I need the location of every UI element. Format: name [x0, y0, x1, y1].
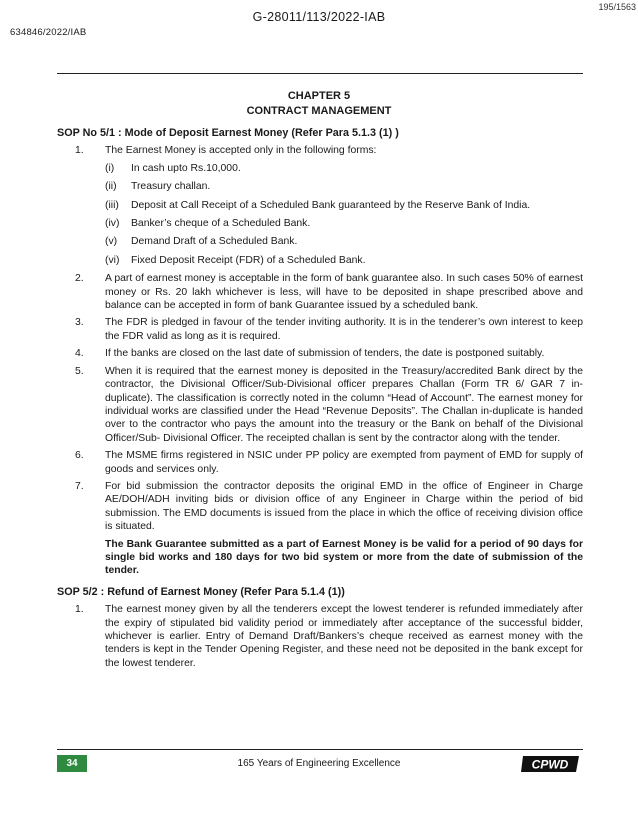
chapter-number: CHAPTER 5	[287, 90, 351, 102]
header-divider	[57, 73, 583, 74]
bank-guarantee-note: The Bank Guarantee submitted as a part of Earnest Money is be valid for a period of 90 days for single bid works and 180 days for two bid system or more from the date of submission of the tender.	[105, 538, 583, 577]
item-text: If the banks are closed on the last date of submission of tenders, the date is postponed suitably.	[105, 348, 545, 360]
section-title: SOP 5/2 : Refund of Earnest Money (Refer Para 5.1.4 (1))	[57, 585, 345, 598]
list-item	[57, 272, 583, 312]
item-text: When it is required that the earnest money is deposited in the Treasury/accredited Bank direct by the contractor, the Divisional Officer/Sub-Divisional officer prepares Challan (Form TR 6/ GAR 7 in-duplicate). The classification is correctly noted in the column “Head of Account”. The earnest money for individual works are classified under the Head “Revenue Deposits”. The Challan in-duplicate is handed over to the contractor who pays the amount into the treasury or the Bank on behalf of the Divisional Officer/Sub- Divisional Officer. The receipted challan is sent by the contractor along with the tender.	[105, 365, 583, 444]
sub-item-text: Banker’s cheque of a Scheduled Bank.	[131, 218, 311, 230]
sub-item	[105, 254, 583, 267]
sub-item-numeral: (ii)	[105, 181, 117, 193]
sub-item-numeral: (iv)	[105, 218, 120, 230]
sub-item-numeral: (i)	[105, 162, 115, 174]
item-number: 7.	[75, 480, 84, 492]
sub-item-text: Demand Draft of a Scheduled Bank.	[131, 236, 298, 248]
list-item	[57, 144, 583, 157]
item-number: 6.	[75, 450, 84, 462]
item-number: 5.	[75, 365, 84, 377]
list-item	[57, 480, 583, 534]
item-text: The Earnest Money is accepted only in the following forms:	[105, 145, 377, 157]
item-text: The earnest money given by all the tenderers except the lowest tenderer is refunded immediately after the expiry of stipulated bid validity period or immediately after acceptance of the successful bidder, whichever is earlier. Entry of Demand Draft/Bankers’s cheque received as earnest money with the tenders is kept in the Tender Opening Register, and these need not be deposited in the bank except for the lowest tenderer.	[105, 604, 583, 669]
footer-tagline: 165 Years of Engineering Excellence	[237, 758, 401, 769]
sub-item-numeral: (iii)	[105, 199, 119, 211]
page-counter: 195/1563	[598, 2, 636, 12]
list-item	[57, 347, 583, 360]
logo-text: CPWD	[531, 757, 569, 772]
item-number: 3.	[75, 317, 84, 329]
document-code: G-28011/113/2022-IAB	[252, 10, 386, 24]
sub-item	[105, 217, 583, 230]
item-number: 4.	[75, 348, 84, 360]
page-content	[57, 123, 583, 674]
list-item	[57, 603, 583, 670]
sub-item-text: Fixed Deposit Receipt (FDR) of a Scheduled Bank.	[131, 254, 366, 266]
file-reference: 634846/2022/IAB	[10, 27, 87, 38]
sub-item-text: Deposit at Call Receipt of a Scheduled Bank guaranteed by the Reserve Bank of India.	[131, 199, 531, 211]
sub-item	[105, 235, 583, 248]
list-item	[57, 449, 583, 476]
sub-list	[105, 162, 583, 267]
cpwd-logo-icon	[520, 754, 582, 774]
item-number: 2.	[75, 273, 84, 285]
page-number-badge: 34	[57, 755, 87, 772]
sub-item-text: Treasury challan.	[131, 181, 211, 193]
list-item	[57, 316, 583, 343]
list-item	[57, 365, 583, 445]
footer-divider	[57, 749, 583, 750]
sub-item-numeral: (vi)	[105, 254, 120, 266]
sub-item-numeral: (v)	[105, 236, 118, 248]
item-text: A part of earnest money is acceptable in the form of bank guarantee also. In such cases 50% of earnest money or Rs. 20 lakh whichever is less, will have to be deposited in shape prescribed above and balance can be accepted in form of bank Guarantee issued by a scheduled bank.	[105, 273, 583, 312]
item-number: 1.	[75, 604, 84, 616]
item-number: 1.	[75, 145, 84, 157]
sub-item	[105, 199, 583, 212]
item-text: The FDR is pledged in favour of the tender inviting authority. It is in the tenderer’s own interest to keep the FDR valid as long as it is required.	[105, 317, 583, 342]
sub-item-text: In cash upto Rs.10,000.	[131, 162, 241, 174]
sub-item	[105, 180, 583, 193]
section-title: SOP No 5/1 : Mode of Deposit Earnest Money (Refer Para 5.1.3 (1) )	[57, 127, 399, 139]
item-text: For bid submission the contractor deposits the original EMD in the office of Engineer in Charge AE/DOH/ADH inviting bids or division office of any Engineer in Charge within the period of bid submission. The EMD documents is issued from the place in which the office of receiving division office is situated.	[105, 480, 583, 533]
sub-item	[105, 162, 583, 175]
chapter-title: CONTRACT MANAGEMENT	[246, 105, 392, 117]
item-text: The MSME firms registered in NSIC under PP policy are exempted from payment of EMD for supply of goods and services only.	[105, 450, 583, 475]
